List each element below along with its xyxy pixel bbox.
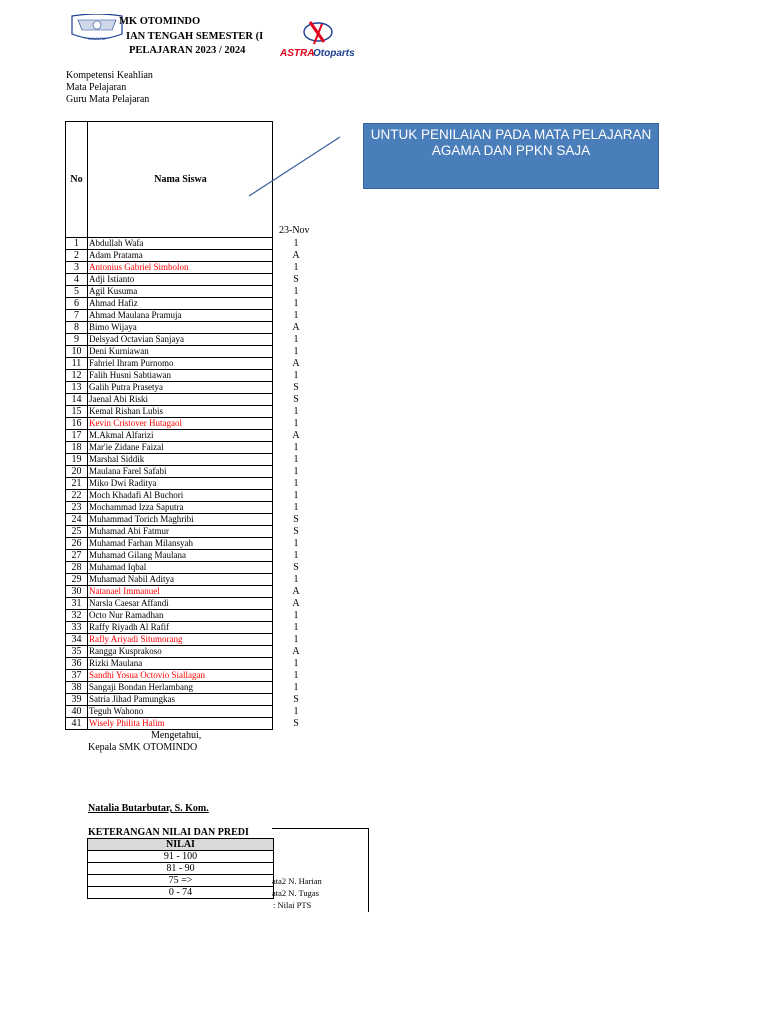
student-no: 25 bbox=[66, 526, 88, 538]
table-row bbox=[66, 286, 273, 298]
annotation-line bbox=[248, 136, 342, 198]
student-no: 17 bbox=[66, 430, 88, 442]
table-row bbox=[66, 526, 273, 538]
table-row bbox=[66, 718, 273, 730]
student-name: Wisely Philita Halim bbox=[88, 718, 273, 730]
attendance-mark: 1 bbox=[293, 310, 299, 321]
student-no: 3 bbox=[66, 262, 88, 274]
attendance-mark: 1 bbox=[293, 670, 299, 681]
student-name: Rangga Kusprakoso bbox=[88, 646, 273, 658]
table-row bbox=[66, 682, 273, 694]
table-row bbox=[66, 334, 273, 346]
student-name: Raffy Riyadh Al Rafif bbox=[88, 622, 273, 634]
student-name: Muhamad Iqbal bbox=[88, 562, 273, 574]
student-name: Galih Putra Prasetya bbox=[88, 382, 273, 394]
legend-header: NILAI bbox=[88, 839, 274, 851]
student-no: 4 bbox=[66, 274, 88, 286]
student-name: M.Akmal Alfarizi bbox=[88, 430, 273, 442]
student-name: Narsla Caesar Affandi bbox=[88, 598, 273, 610]
student-no: 37 bbox=[66, 670, 88, 682]
table-row bbox=[66, 478, 273, 490]
legend-box-right bbox=[368, 828, 369, 912]
student-no: 29 bbox=[66, 574, 88, 586]
attendance-mark: A bbox=[292, 322, 300, 333]
legend-note: : Nilai PTS bbox=[273, 900, 312, 910]
table-row bbox=[66, 550, 273, 562]
attendance-column bbox=[279, 238, 313, 730]
attendance-mark: 1 bbox=[293, 442, 299, 453]
exam-title: IAN TENGAH SEMESTER (I bbox=[126, 31, 264, 42]
attendance-mark: 1 bbox=[293, 286, 299, 297]
student-no: 23 bbox=[66, 502, 88, 514]
student-name: Ahmad Hafiz bbox=[88, 298, 273, 310]
student-name: Falih Husni Sabtiawan bbox=[88, 370, 273, 382]
attendance-mark: A bbox=[292, 430, 300, 441]
legend-row: 75 => bbox=[88, 875, 274, 887]
student-no: 1 bbox=[66, 238, 88, 250]
student-name: Agil Kusuma bbox=[88, 286, 273, 298]
attendance-mark: 1 bbox=[293, 622, 299, 633]
attendance-mark: 1 bbox=[293, 502, 299, 513]
attendance-mark: 1 bbox=[293, 262, 299, 273]
student-name: Jaenal Abi Riski bbox=[88, 394, 273, 406]
attendance-mark: 1 bbox=[293, 490, 299, 501]
student-name: Maulana Farel Safabi bbox=[88, 466, 273, 478]
student-no: 15 bbox=[66, 406, 88, 418]
student-no: 26 bbox=[66, 538, 88, 550]
attendance-mark: 1 bbox=[293, 682, 299, 693]
student-no: 12 bbox=[66, 370, 88, 382]
table-row bbox=[66, 610, 273, 622]
table-row bbox=[66, 466, 273, 478]
attendance-mark: 1 bbox=[293, 466, 299, 477]
attendance-mark: 1 bbox=[293, 550, 299, 561]
attendance-mark: 1 bbox=[293, 658, 299, 669]
student-name: Kemal Rishan Lubis bbox=[88, 406, 273, 418]
attendance-mark: 1 bbox=[293, 406, 299, 417]
attendance-mark: S bbox=[293, 514, 299, 525]
student-no: 18 bbox=[66, 442, 88, 454]
student-no: 6 bbox=[66, 298, 88, 310]
student-name: Sandhi Yosua Octovio Siallagan bbox=[88, 670, 273, 682]
student-name: Muhammad Torich Maghribi bbox=[88, 514, 273, 526]
school-name: MK OTOMINDO bbox=[119, 16, 201, 27]
attendance-mark: 1 bbox=[293, 454, 299, 465]
legend-row: 91 - 100 bbox=[88, 851, 274, 863]
legend-box-top bbox=[272, 828, 368, 829]
student-no: 13 bbox=[66, 382, 88, 394]
table-row bbox=[66, 418, 273, 430]
student-name: Muhamad Nabil Aditya bbox=[88, 574, 273, 586]
legend-row: 0 - 74 bbox=[88, 887, 274, 899]
table-row bbox=[66, 442, 273, 454]
table-row bbox=[66, 370, 273, 382]
signer-position: Kepala SMK OTOMINDO bbox=[88, 742, 198, 753]
student-name: Rafly Ariyadi Situmorang bbox=[88, 634, 273, 646]
student-name: Abdullah Wafa bbox=[88, 238, 273, 250]
student-name: Teguh Wahono bbox=[88, 706, 273, 718]
student-no: 30 bbox=[66, 586, 88, 598]
student-no: 28 bbox=[66, 562, 88, 574]
attendance-mark: 1 bbox=[293, 706, 299, 717]
student-no: 5 bbox=[66, 286, 88, 298]
table-row bbox=[66, 694, 273, 706]
attendance-mark: 1 bbox=[293, 478, 299, 489]
table-row bbox=[66, 646, 273, 658]
student-no: 36 bbox=[66, 658, 88, 670]
table-row bbox=[66, 490, 273, 502]
table-row bbox=[66, 574, 273, 586]
student-name: Miko Dwi Raditya bbox=[88, 478, 273, 490]
table-row bbox=[66, 598, 273, 610]
attendance-mark: 1 bbox=[293, 610, 299, 621]
student-name: Muhamad Farhan Milansyah bbox=[88, 538, 273, 550]
table-row bbox=[66, 250, 273, 262]
attendance-mark: 1 bbox=[293, 418, 299, 429]
svg-text:JAKARTA: JAKARTA bbox=[88, 36, 106, 41]
student-no: 14 bbox=[66, 394, 88, 406]
school-year: PELAJARAN 2023 / 2024 bbox=[129, 45, 246, 56]
acknowledge-text: Mengetahui, bbox=[151, 730, 202, 741]
header-name: Nama Siswa bbox=[88, 122, 273, 238]
table-row bbox=[66, 298, 273, 310]
attendance-mark: S bbox=[293, 382, 299, 393]
student-name: Satria Jihad Pamungkas bbox=[88, 694, 273, 706]
table-row bbox=[66, 406, 273, 418]
student-name: Octo Nur Ramadhan bbox=[88, 610, 273, 622]
school-logo bbox=[68, 14, 126, 42]
student-no: 21 bbox=[66, 478, 88, 490]
student-table bbox=[65, 121, 273, 730]
student-name: Bimo Wijaya bbox=[88, 322, 273, 334]
kompetensi-label: Kompetensi Keahlian bbox=[66, 70, 153, 81]
student-name: Natanael Immanuel bbox=[88, 586, 273, 598]
student-no: 22 bbox=[66, 490, 88, 502]
student-no: 7 bbox=[66, 310, 88, 322]
attendance-mark: 1 bbox=[293, 538, 299, 549]
student-name: Adji Istianto bbox=[88, 274, 273, 286]
student-name: Fahriel Ihram Purnomo bbox=[88, 358, 273, 370]
attendance-mark: 1 bbox=[293, 238, 299, 249]
attendance-mark: A bbox=[292, 358, 300, 369]
student-no: 38 bbox=[66, 682, 88, 694]
grade-legend-table bbox=[87, 838, 274, 899]
attendance-mark: S bbox=[293, 274, 299, 285]
student-name: Antonius Gabriel Simbolon bbox=[88, 262, 273, 274]
table-row bbox=[66, 634, 273, 646]
table-row bbox=[66, 382, 273, 394]
table-row bbox=[66, 586, 273, 598]
student-name: Delsyad Octavian Sanjaya bbox=[88, 334, 273, 346]
student-name: Rizki Maulana bbox=[88, 658, 273, 670]
student-no: 39 bbox=[66, 694, 88, 706]
attendance-mark: S bbox=[293, 718, 299, 729]
table-row bbox=[66, 514, 273, 526]
student-no: 32 bbox=[66, 610, 88, 622]
student-name: Sangaji Bondan Herlambang bbox=[88, 682, 273, 694]
table-row bbox=[66, 538, 273, 550]
student-no: 10 bbox=[66, 346, 88, 358]
student-name: Adam Pratama bbox=[88, 250, 273, 262]
attendance-mark: A bbox=[292, 646, 300, 657]
attendance-mark: 1 bbox=[293, 298, 299, 309]
attendance-mark: 1 bbox=[293, 370, 299, 381]
date-header: 23-Nov bbox=[279, 225, 310, 236]
table-row bbox=[66, 394, 273, 406]
student-no: 35 bbox=[66, 646, 88, 658]
legend-title: KETERANGAN NILAI DAN PREDI bbox=[88, 827, 249, 838]
table-row bbox=[66, 670, 273, 682]
table-row bbox=[66, 430, 273, 442]
student-name: Muhamad Gilang Maulana bbox=[88, 550, 273, 562]
table-row bbox=[66, 346, 273, 358]
legend-note: ata2 N. Harian bbox=[272, 876, 322, 886]
student-no: 24 bbox=[66, 514, 88, 526]
student-no: 31 bbox=[66, 598, 88, 610]
student-no: 11 bbox=[66, 358, 88, 370]
table-row bbox=[66, 562, 273, 574]
note-box: UNTUK PENILAIAN PADA MATA PELAJARAN AGAMA DAN PPKN SAJA bbox=[363, 123, 659, 189]
student-no: 2 bbox=[66, 250, 88, 262]
mapel-label: Mata Pelajaran bbox=[66, 82, 127, 93]
table-row bbox=[66, 454, 273, 466]
table-row bbox=[66, 310, 273, 322]
student-name: Mochammad Izza Saputra bbox=[88, 502, 273, 514]
attendance-mark: 1 bbox=[293, 574, 299, 585]
student-name: Deni Kurniawan bbox=[88, 346, 273, 358]
astra-otoparts-logo bbox=[280, 18, 356, 60]
student-name: Muhamad Abi Fatmur bbox=[88, 526, 273, 538]
attendance-mark: 1 bbox=[293, 346, 299, 357]
student-name: Mar'ie Zidane Faizal bbox=[88, 442, 273, 454]
attendance-mark: A bbox=[292, 250, 300, 261]
student-no: 40 bbox=[66, 706, 88, 718]
header-no: No bbox=[66, 122, 88, 238]
attendance-mark: 1 bbox=[293, 334, 299, 345]
student-no: 8 bbox=[66, 322, 88, 334]
attendance-mark: 1 bbox=[293, 634, 299, 645]
attendance-mark: S bbox=[293, 394, 299, 405]
attendance-mark: A bbox=[292, 586, 300, 597]
table-row bbox=[66, 502, 273, 514]
svg-text:Otoparts: Otoparts bbox=[313, 48, 355, 59]
table-row bbox=[66, 262, 273, 274]
student-no: 33 bbox=[66, 622, 88, 634]
table-row bbox=[66, 706, 273, 718]
table-row bbox=[66, 622, 273, 634]
table-row bbox=[66, 274, 273, 286]
student-name: Kevin Cristover Hutagaol bbox=[88, 418, 273, 430]
table-row bbox=[66, 238, 273, 250]
table-row bbox=[66, 358, 273, 370]
student-no: 41 bbox=[66, 718, 88, 730]
student-name: Moch Khadafi Al Buchori bbox=[88, 490, 273, 502]
attendance-mark: S bbox=[293, 526, 299, 537]
guru-label: Guru Mata Pelajaran bbox=[66, 94, 150, 105]
svg-text:ASTRA: ASTRA bbox=[280, 48, 315, 59]
attendance-mark: A bbox=[292, 598, 300, 609]
attendance-mark: S bbox=[293, 562, 299, 573]
student-no: 20 bbox=[66, 466, 88, 478]
legend-note: ata2 N. Tugas bbox=[272, 888, 319, 898]
student-no: 16 bbox=[66, 418, 88, 430]
legend-row: 81 - 90 bbox=[88, 863, 274, 875]
student-name: Ahmad Maulana Pramuja bbox=[88, 310, 273, 322]
student-name: Marshal Siddik bbox=[88, 454, 273, 466]
table-row bbox=[66, 322, 273, 334]
signer-name: Natalia Butarbutar, S. Kom. bbox=[88, 803, 209, 814]
attendance-mark: S bbox=[293, 694, 299, 705]
student-no: 9 bbox=[66, 334, 88, 346]
student-no: 34 bbox=[66, 634, 88, 646]
student-no: 19 bbox=[66, 454, 88, 466]
student-no: 27 bbox=[66, 550, 88, 562]
table-row bbox=[66, 658, 273, 670]
